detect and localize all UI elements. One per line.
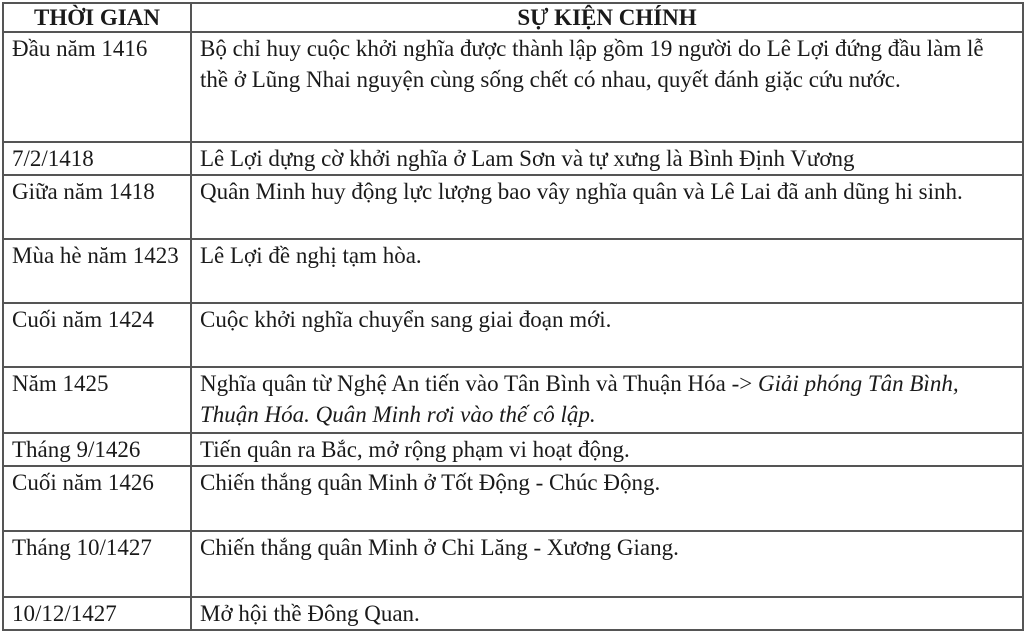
event-cell <box>191 175 1023 239</box>
time-cell: Cuối năm 1426 <box>3 466 191 531</box>
event-text-italic: Giải phóng Tân Bình, Thuận Hóa. Quân Minh rơi vào thế cô lập. <box>200 371 959 427</box>
time-cell: 10/12/1427 <box>3 597 191 630</box>
event-text: Lê Lợi đề nghị tạm hòa. <box>200 243 422 268</box>
table-row <box>3 239 1023 303</box>
event-cell <box>191 367 1023 433</box>
event-cell <box>191 32 1023 142</box>
event-cell <box>191 142 1023 175</box>
table-row <box>3 32 1023 142</box>
event-cell <box>191 239 1023 303</box>
table-row <box>3 433 1023 466</box>
event-text: Nghĩa quân từ Nghệ An tiến vào Tân Bình và Thuận Hóa -> <box>200 371 758 396</box>
table-row <box>3 142 1023 175</box>
time-cell: Năm 1425 <box>3 367 191 433</box>
event-cell <box>191 597 1023 630</box>
event-text: Chiến thắng quân Minh ở Chi Lăng - Xương Giang. <box>200 535 679 560</box>
table-row <box>3 597 1023 630</box>
header-time: THỜI GIAN <box>3 3 191 32</box>
table-row <box>3 303 1023 367</box>
event-text: Quân Minh huy động lực lượng bao vây nghĩa quân và Lê Lai đã anh dũng hi sinh. <box>200 179 963 204</box>
header-event: SỰ KIỆN CHÍNH <box>191 3 1023 32</box>
table-header <box>3 3 1023 32</box>
time-cell: Tháng 9/1426 <box>3 433 191 466</box>
event-text: Tiến quân ra Bắc, mở rộng phạm vi hoạt động. <box>200 437 630 462</box>
table-row <box>3 367 1023 433</box>
event-cell <box>191 303 1023 367</box>
table-row <box>3 175 1023 239</box>
event-cell <box>191 433 1023 466</box>
event-text: Chiến thắng quân Minh ở Tốt Động - Chúc Động. <box>200 470 661 495</box>
table-row <box>3 466 1023 531</box>
event-text: Mở hội thề Đông Quan. <box>200 601 420 626</box>
table-row <box>3 531 1023 597</box>
time-cell: Mùa hè năm 1423 <box>3 239 191 303</box>
table-body <box>3 32 1023 630</box>
header-row <box>3 3 1023 32</box>
time-cell: 7/2/1418 <box>3 142 191 175</box>
event-cell <box>191 466 1023 531</box>
event-cell <box>191 531 1023 597</box>
event-text: Cuộc khởi nghĩa chuyển sang giai đoạn mới. <box>200 307 612 332</box>
time-cell: Đầu năm 1416 <box>3 32 191 142</box>
time-cell: Tháng 10/1427 <box>3 531 191 597</box>
time-cell: Cuối năm 1424 <box>3 303 191 367</box>
time-cell: Giữa năm 1418 <box>3 175 191 239</box>
timeline-table <box>2 2 1024 631</box>
event-text: Lê Lợi dựng cờ khởi nghĩa ở Lam Sơn và tự xưng là Bình Định Vương <box>200 146 855 171</box>
event-text: Bộ chỉ huy cuộc khởi nghĩa được thành lập gồm 19 người do Lê Lợi đứng đầu làm lễ thề ở Lũng Nhai nguyện cùng sống chết có nhau, quyết đánh giặc cứu nước. <box>200 36 984 92</box>
